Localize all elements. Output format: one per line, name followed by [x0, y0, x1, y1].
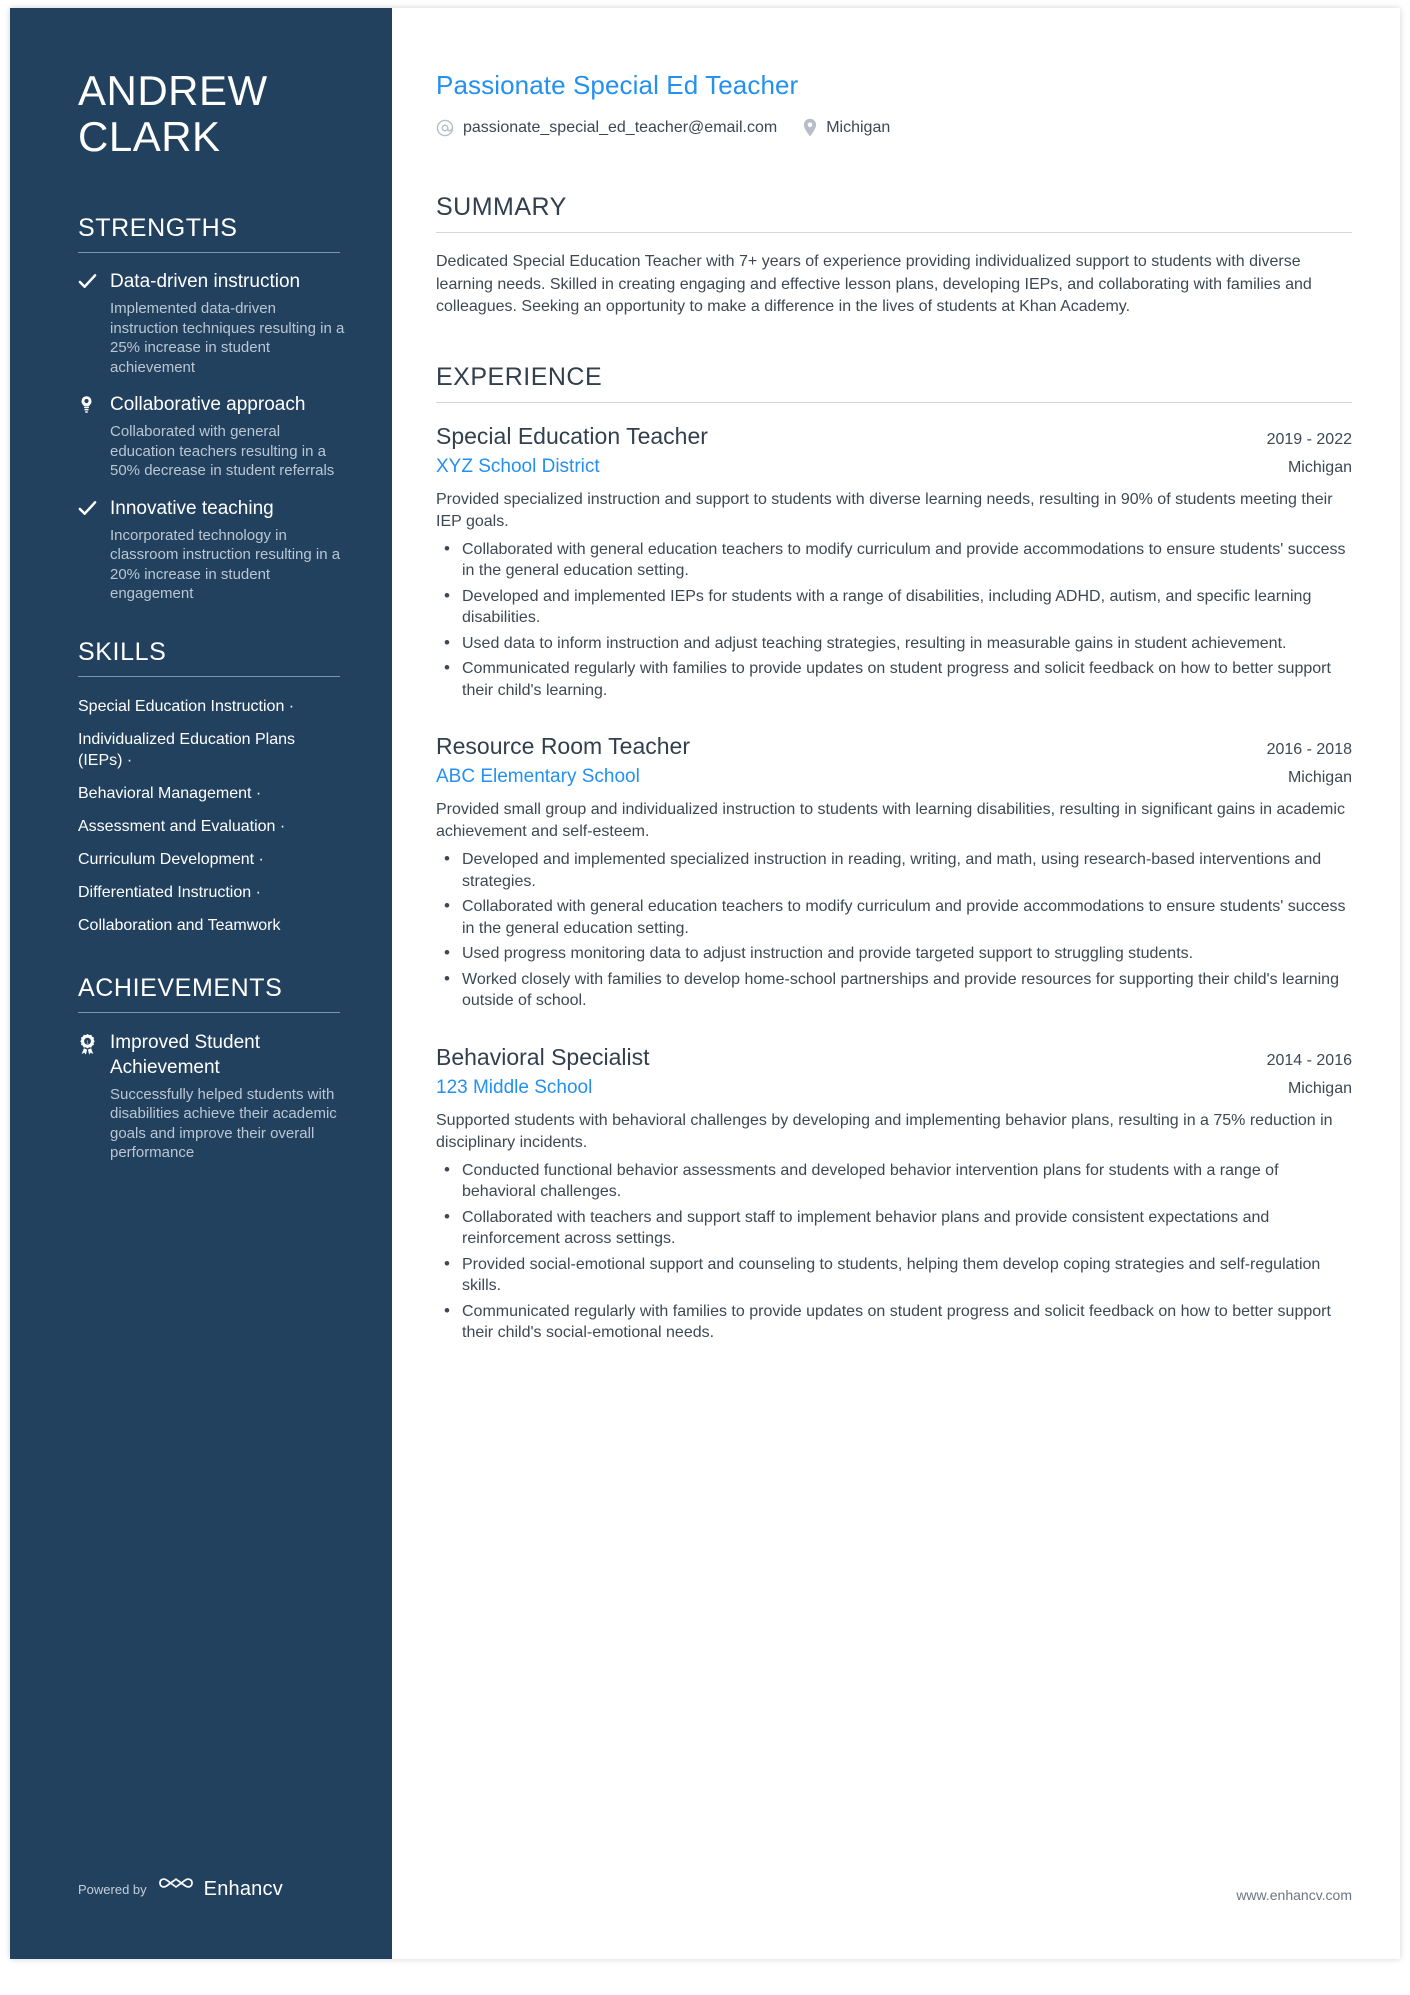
job-bullet: • Communicated regularly with families to provide updates on student progress and solicit feedback on how to better support their child's social-emotional needs. [436, 1301, 1352, 1344]
skills-divider [78, 676, 340, 677]
skill-separator: · [255, 784, 262, 802]
location-text: Michigan [826, 118, 891, 136]
skill-item [78, 915, 348, 936]
job-bullet: • Collaborated with general education teachers to modify curriculum and provide accommodations to ensure students' success in the general education setting. [436, 539, 1352, 582]
email-text: passionate_special_ed_teacher@email.com [463, 118, 778, 136]
job-bullets [436, 539, 1352, 702]
job-date: 2016 - 2018 [1266, 741, 1352, 758]
summary-section [436, 193, 1352, 319]
job-bullet: • Collaborated with teachers and support staff to implement behavior plans and provide consistent expectations and reinforcement across settings. [436, 1207, 1352, 1250]
job-title: Resource Room Teacher [436, 733, 690, 759]
at-sign-icon [436, 119, 454, 137]
experience-heading: EXPERIENCE [436, 362, 603, 391]
experience-entry [436, 421, 1352, 702]
sidebar [10, 8, 392, 1959]
job-bullet: • Used data to inform instruction and adjust teaching strategies, resulting in measurable gains in student achievement. [436, 633, 1352, 655]
skill-label: Behavioral Management [78, 784, 252, 802]
job-description: Supported students with behavioral challenges by developing and implementing behavior plans, resulting in a 75% reduction in disciplinary incidents. [436, 1111, 1333, 1151]
location-contact [803, 118, 890, 137]
website-footer[interactable]: www.enhancv.com [1236, 1887, 1352, 1903]
skill-separator: · [258, 850, 264, 868]
strength-title: Innovative teaching [110, 497, 274, 519]
skills-section [78, 638, 348, 936]
check-icon [78, 270, 110, 377]
skill-label: Individualized Education Plans (IEPs) [78, 730, 296, 769]
enhancv-brand[interactable] [157, 1876, 283, 1903]
skill-label: Differentiated Instruction [78, 883, 252, 901]
skill-item [78, 696, 348, 717]
skills-list [78, 694, 348, 936]
strength-item [78, 393, 348, 481]
achievement-title: Improved Student Achievement [110, 1031, 260, 1078]
experience-entry [436, 731, 1352, 1012]
strength-title: Collaborative approach [110, 394, 306, 415]
email-contact[interactable] [436, 119, 777, 137]
achievement-item [78, 1030, 348, 1163]
sidebar-footer [78, 1876, 283, 1903]
job-organization[interactable]: XYZ School District [436, 455, 600, 477]
job-bullet: • Collaborated with general education teachers to modify curriculum and provide accommodations to ensure students' success in the general education setting. [436, 896, 1352, 939]
job-date: 2019 - 2022 [1266, 430, 1352, 448]
check-icon [78, 497, 110, 604]
skill-separator: · [255, 883, 261, 901]
summary-divider [436, 232, 1352, 233]
job-bullets [436, 849, 1352, 1012]
skill-label: Curriculum Development [78, 850, 255, 868]
main-content [392, 8, 1400, 1959]
strength-description: Incorporated technology in classroom instruction resulting in a 20% increase in student engagement [110, 526, 341, 602]
skill-label: Special Education Instruction [78, 697, 285, 715]
strength-item [78, 270, 348, 377]
achievements-divider [78, 1012, 340, 1013]
skill-separator: · [279, 817, 286, 835]
job-description: Provided small group and individualized instruction to students with learning disabilities, resulting in significant gains in academic achievement and self-esteem. [436, 801, 1345, 840]
skill-item [78, 816, 348, 837]
lightbulb-icon [78, 393, 110, 481]
strength-item [78, 497, 348, 604]
skill-item [78, 849, 348, 870]
achievement-description: Successfully helped students with disabilities achieve their academic goals and improve their overall performance [110, 1085, 337, 1161]
summary-text: Dedicated Special Education Teacher with 7+ years of experience providing individualized support to students with diverse learning needs. Skilled in creating engaging and effective lesson plans, developing IEPs, and collaborating with families and colleagues. Seeking an opportunity to make a difference in the lives of students at Khan Academy. [436, 253, 1312, 315]
job-bullets [436, 1160, 1352, 1344]
experience-section [436, 363, 1352, 1344]
candidate-name [78, 68, 348, 160]
strengths-divider [78, 252, 340, 253]
strengths-section [78, 214, 348, 604]
skill-item [78, 783, 348, 804]
job-bullet: • Communicated regularly with families to provide updates on student progress and solicit feedback on how to better support their child's learning. [436, 658, 1352, 701]
job-organization[interactable]: 123 Middle School [436, 1076, 593, 1098]
strengths-heading: STRENGTHS [78, 214, 238, 242]
job-bullet: • Developed and implemented specialized instruction in reading, writing, and math, using research-based interventions and strategies. [436, 849, 1352, 892]
experience-divider [436, 402, 1352, 403]
summary-heading: SUMMARY [436, 193, 567, 221]
job-organization[interactable]: ABC Elementary School [436, 766, 640, 787]
svg-text:1: 1 [86, 1038, 89, 1044]
skills-heading: SKILLS [78, 637, 167, 666]
skill-label: Assessment and Evaluation [78, 817, 276, 835]
first-name: ANDREW [78, 67, 268, 114]
job-description: Provided specialized instruction and support to students with diverse learning needs, resulting in 90% of students meeting their IEP goals. [436, 490, 1333, 530]
job-bullet: • Used progress monitoring data to adjust instruction and provide targeted support to struggling students. [436, 943, 1352, 965]
experience-entry [436, 1042, 1352, 1344]
award-ribbon-icon [78, 1030, 110, 1163]
skill-label: Collaboration and Teamwork [78, 916, 281, 934]
skill-separator: · [126, 751, 133, 769]
job-location: Michigan [1287, 1079, 1352, 1097]
skill-item [78, 882, 348, 903]
job-location: Michigan [1287, 458, 1352, 476]
headline-title: Passionate Special Ed Teacher [436, 70, 799, 100]
achievements-section [78, 974, 348, 1163]
location-pin-icon [803, 118, 817, 137]
strength-title: Data-driven instruction [110, 271, 301, 292]
job-bullet: • Conducted functional behavior assessments and developed behavior intervention plans for students with a range of behavioral challenges. [436, 1160, 1352, 1203]
enhancv-wordmark: Enhancv [203, 1878, 283, 1900]
last-name: CLARK [78, 113, 221, 160]
job-bullet: • Provided social-emotional support and counseling to students, helping them develop coping strategies and self-regulation skills. [436, 1254, 1352, 1297]
skill-item [78, 729, 348, 771]
job-bullet: • Developed and implemented IEPs for students with a range of disabilities, including ADHD, autism, and specific learning disabilities. [436, 586, 1352, 629]
resume-sheet [10, 8, 1400, 1959]
strength-description: Implemented data-driven instruction techniques resulting in a 25% increase in student achievement [110, 300, 345, 376]
job-location: Michigan [1287, 769, 1352, 786]
job-title: Behavioral Specialist [436, 1043, 650, 1070]
achievements-heading: ACHIEVEMENTS [78, 973, 283, 1002]
contact-row [436, 118, 1352, 137]
enhancv-logo-icon [157, 1876, 195, 1903]
skill-separator: · [288, 697, 295, 715]
powered-by-label: Powered by [78, 1882, 147, 1897]
job-bullet: • Worked closely with families to develop home-school partnerships and provide resources for supporting their child's learning outside of school. [436, 969, 1352, 1012]
strength-description: Collaborated with general education teachers resulting in a 50% decrease in student referrals [110, 423, 335, 479]
job-date: 2014 - 2016 [1266, 1051, 1352, 1069]
job-title: Special Education Teacher [436, 422, 708, 449]
